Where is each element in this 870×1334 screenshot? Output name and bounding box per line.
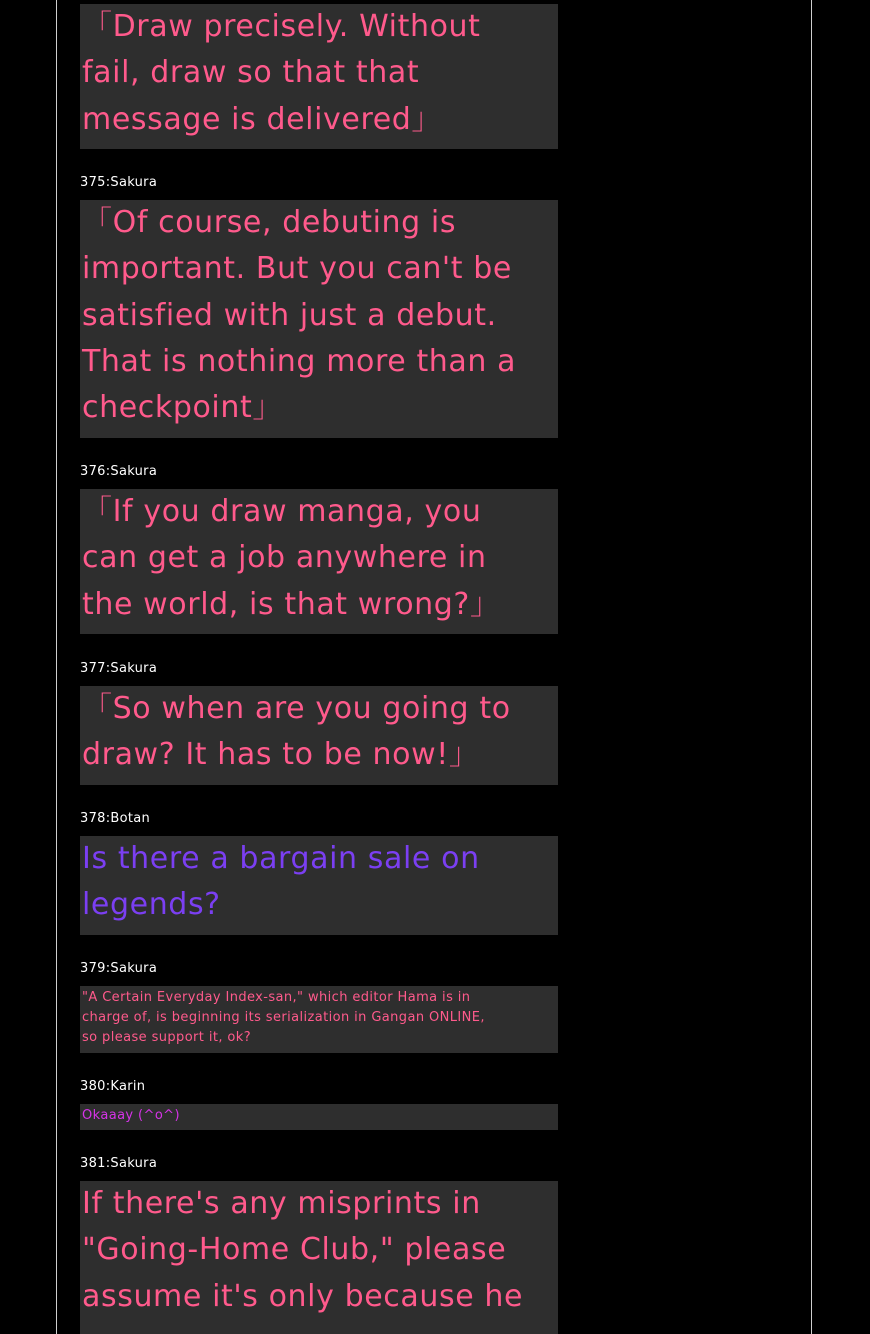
post-header-378: 378:Botan	[80, 811, 151, 826]
post-header-381: 381:Sakura	[80, 1156, 158, 1171]
post-header-380: 380:Karin	[80, 1079, 146, 1094]
post-header-376: 376:Sakura	[80, 464, 158, 479]
post-body-376: 「If you draw manga, you can get a job anywhere in the world, is that wrong?」	[80, 489, 558, 634]
post-header-375: 375:Sakura	[80, 175, 158, 190]
post-header-377: 377:Sakura	[80, 661, 158, 676]
post-body-378: Is there a bargain sale on legends?	[80, 836, 558, 935]
post-body-381: If there's any misprints in "Going-Home Club," please assume it's only because he	[80, 1181, 558, 1334]
post-body-380: Okaaay (^o^)	[80, 1104, 558, 1130]
post-body-375: 「Of course, debuting is important. But you can't be satisfied with just a debut. That is nothing more than a checkpoint」	[80, 200, 558, 438]
post-header-379: 379:Sakura	[80, 961, 158, 976]
post-body-379: "A Certain Everyday Index-san," which editor Hama is in charge of, is beginning its serialization in Gangan ONLINE, so please support it, ok?	[80, 986, 558, 1053]
post-body-377: 「So when are you going to draw? It has to be now!」	[80, 686, 558, 785]
post-body-374: 「Draw precisely. Without fail, draw so that that message is delivered」	[80, 4, 558, 149]
